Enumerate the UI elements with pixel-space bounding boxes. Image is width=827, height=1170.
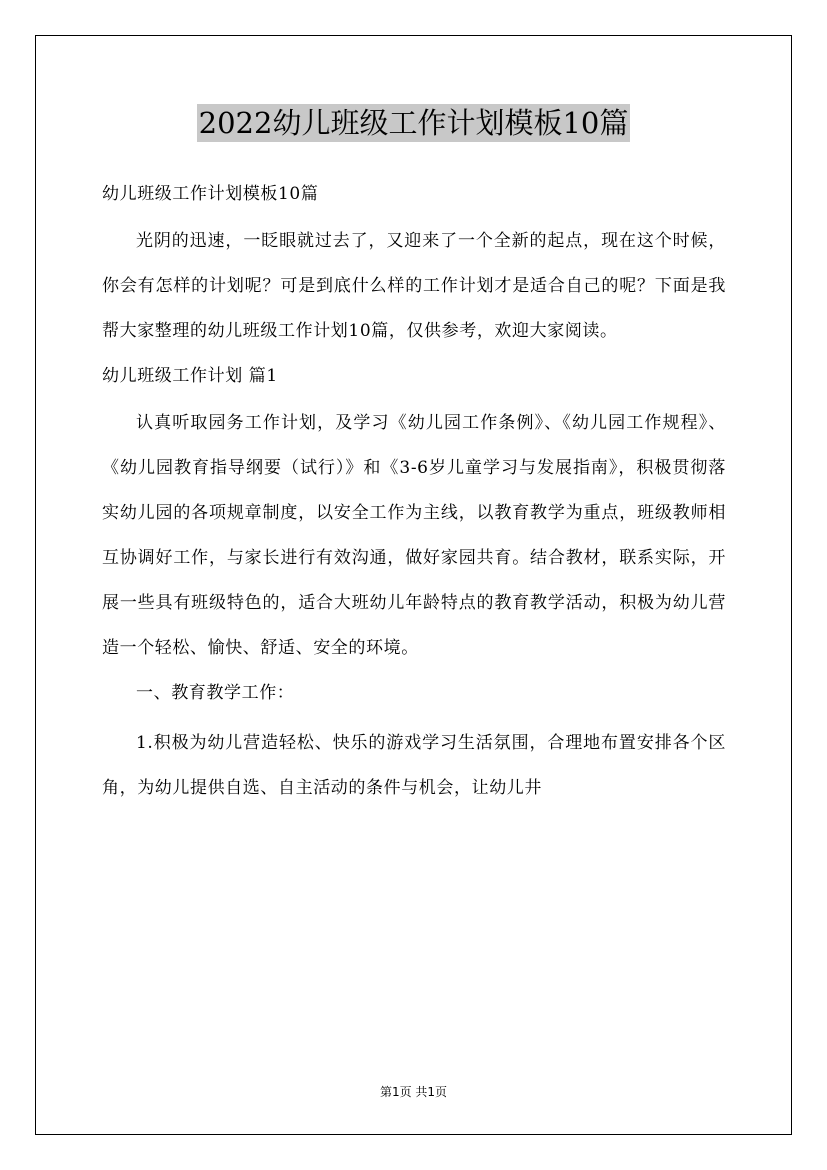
intro-paragraph: 光阴的迅速，一眨眼就过去了，又迎来了一个全新的起点，现在这个时候，你会有怎样的计划呢？可是到底什么样的工作计划才是适合自己的呢？下面是我帮大家整理的幼儿班级工作计划10篇，仅供参考，欢迎大家阅读。 xyxy=(102,231,726,341)
list-item-1: 1.积极为幼儿营造轻松、快乐的游戏学习生活氛围，合理地布置安排各个区角，为幼儿提供自选、自主活动的条件与机会，让幼儿井 xyxy=(102,733,726,798)
body-paragraph: 认真听取园务工作计划，及学习《幼儿园工作条例》、《幼儿园工作规程》、《幼儿园教育指导纲要（试行）》和《3-6岁儿童学习与发展指南》，积极贯彻落实幼儿园的各项规章制度，以安全工作为主线，以教育教学为重点，班级教师相互协调好工作，与家长进行有效沟通，做好家园共育。结合教材，联系实际，开展一些具有班级特色的，适合大班幼儿年龄特点的教育教学活动，积极为幼儿营造一个轻松、愉快、舒适、安全的环境。 xyxy=(102,413,726,658)
title-container xyxy=(0,104,827,142)
section-heading: 幼儿班级工作计划 篇1 xyxy=(102,366,278,386)
document-body xyxy=(102,174,726,811)
page-footer: 第1页 共1页 xyxy=(379,1085,448,1099)
subheading: 一、教育教学工作： xyxy=(136,683,295,703)
document-title: 2022幼儿班级工作计划模板10篇 xyxy=(198,106,629,140)
document-subtitle: 幼儿班级工作计划模板10篇 xyxy=(102,184,319,204)
